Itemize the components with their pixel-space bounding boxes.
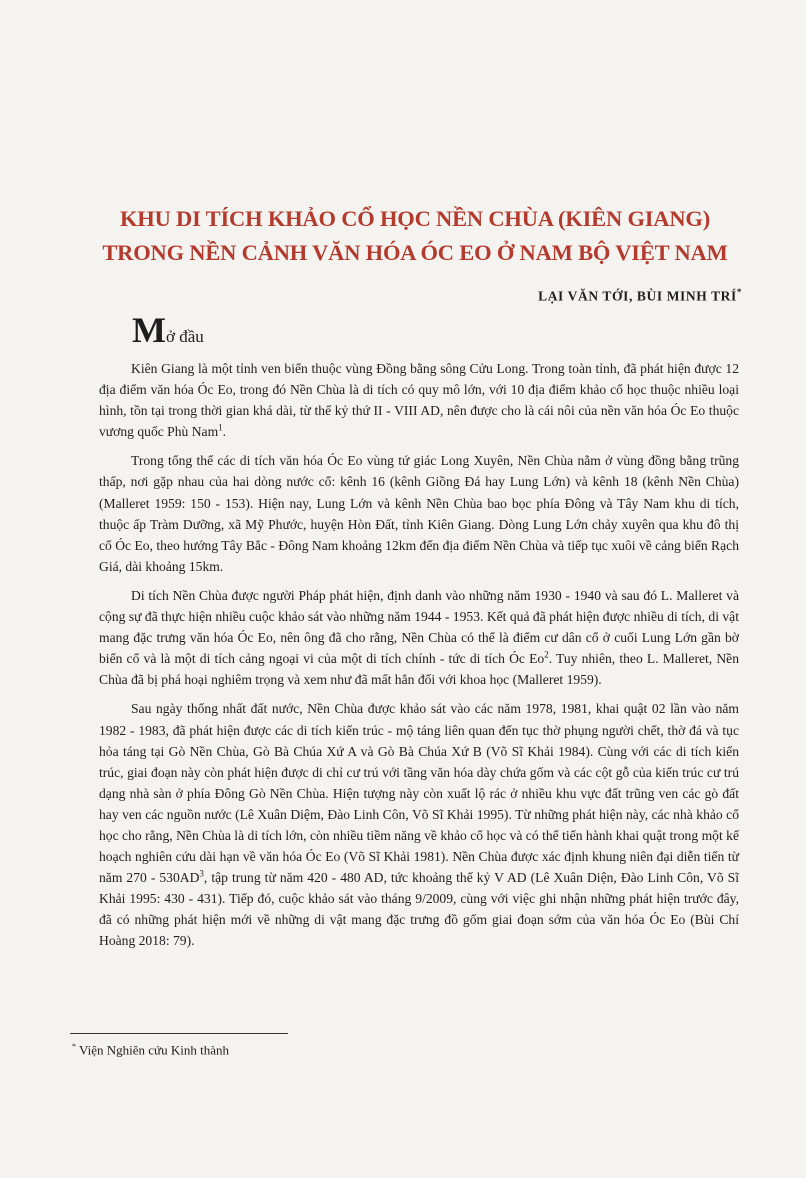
footnote-mark: *	[72, 1042, 76, 1051]
article-body	[99, 358, 739, 960]
paragraph-2: Trong tổng thể các di tích văn hóa Óc Eo vùng tứ giác Long Xuyên, Nền Chùa nằm ở vùng đồng bằng trũng thấp, nơi gặp nhau của hai dòng nước cổ: kênh 16 (kênh Giồng Đá hay Lung Lớn) và kênh 18 (kênh Nền Chùa) (Malleret 1959: 150 - 153). Hiện nay, Lung Lớn và kênh Nền Chùa bao bọc phía Đông và Tây Nam khu di tích, thuộc ấp Tràm Dưỡng, xã Mỹ Phước, huyện Hòn Đất, tỉnh Kiên Giang. Dòng Lung Lớn chảy xuyên qua khu đô thị cổ Óc Eo, theo hướng Tây Bắc - Đông Nam khoảng 12km đến địa điểm Nền Chùa và tiếp tục xuôi về cảng biển Rạch Giá, dài khoảng 15km.	[99, 453, 739, 574]
author-footnote-mark: *	[736, 287, 742, 297]
footnote	[72, 1042, 229, 1058]
paragraph-4: Sau ngày thống nhất đất nước, Nền Chùa được khảo sát vào các năm 1978, 1981, khai quật 02 lần vào năm 1982 - 1983, đã phát hiện được các di tích kiến trúc - mộ táng liên quan đến tục thờ phụng người chết, thờ đá và tục hỏa táng tại Gò Nền Chùa, Gò Bà Chúa Xứ A và Gò Bà Chúa Xứ B (Võ Sĩ Khải 1984). Cùng với các di tích kiến trúc, giai đoạn này còn phát hiện được di chỉ cư trú với tầng văn hóa dày chứa gốm và các cột gỗ của kiến trúc cư trú dạng nhà sàn ở phía Đông Gò Nền Chùa. Hiện tượng này còn xuất lộ rác ở nhiều khu vực đất trũng ven các gò đất hay ven các nguồn nước (Lê Xuân Diệm, Đào Linh Côn, Võ Sĩ Khải 1995). Từ những phát hiện này, các nhà khảo cổ học cho rằng, Nền Chùa là di tích lớn, còn nhiều tiềm năng về khảo cổ học và có thể tiến hành khai quật trong một kế hoạch nghiên cứu dài hạn về văn hóa Óc Eo (Võ Sĩ Khải 1981). Nền Chùa được xác định khung niên đại diễn tiến từ năm $270 - 530AD^3$, tập trung từ năm 420 - 480 AD, tức khoảng thế kỷ V AD (Lê Xuân Diện, Đào Linh Côn, Võ Sĩ Khải 1995: 430 - 431). Tiếp đó, cuộc khảo sát vào tháng 9/2009, cùng với việc ghi nhận những phát hiện trước đây, đã có những phát hiện mới về những di vật mang đặc trưng đồ gốm giai đoạn sớm của văn hóa Óc Eo (Bùi Chí Hoàng 2018: 79).	[99, 701, 739, 949]
section-heading	[132, 312, 204, 348]
section-heading-rest: ở đầu	[165, 327, 204, 346]
footnote-ref-3: 3	[199, 868, 204, 879]
footnote-ref-2: 2	[544, 649, 549, 660]
author-byline	[538, 287, 742, 305]
title-line-2: TRONG NỀN CẢNH VĂN HÓA ÓC EO Ở NAM BỘ VIỆT NAM	[102, 240, 728, 265]
footnote-ref-1: 1	[218, 422, 223, 433]
author-names: LẠI VĂN TỚI, BÙI MINH TRÍ	[538, 288, 737, 304]
footnote-text: Viện Nghiên cứu Kinh thành	[79, 1042, 229, 1058]
article-title	[70, 202, 760, 270]
paragraph-1: Kiên Giang là một tỉnh ven biển thuộc vùng Đồng bằng sông Cửu Long. Trong toàn tỉnh, đã phát hiện được 12 địa điểm văn hóa Óc Eo, trong đó Nền Chùa là di tích có quy mô lớn, với 10 địa điểm khảo cổ học thuộc nhiều loại hình, tồn tại trong thời gian khá dài, từ thế kỷ thứ II - VIII AD, nên được cho là cái nôi của nền văn hóa Óc Eo thuộc vương quốc Phù Nam$^1$.	[99, 361, 739, 440]
paragraph-3: Di tích Nền Chùa được người Pháp phát hiện, định danh vào những năm 1930 - 1940 và sau đó L. Malleret và cộng sự đã thực hiện nhiều cuộc khảo sát vào những năm 1944 - 1953. Kết quả đã phát hiện được nhiều di tích, di vật mang đặc trưng văn hóa Óc Eo, nên ông đã cho rằng, Nền Chùa có thể là điểm cư dân cổ ở cuối Lung Lớn gần bờ biển cổ và là một di tích cảng ngoại vi của một di tích chính - tức di tích Óc Eo$^2$. Tuy nhiên, theo L. Malleret, Nền Chùa đã bị phá hoại nghiêm trọng và xem như đã mất hẳn đối với khoa học (Malleret 1959).	[99, 587, 739, 688]
title-line-1: KHU DI TÍCH KHẢO CỔ HỌC NỀN CHÙA (KIÊN GIANG)	[119, 206, 710, 231]
footnote-separator	[70, 1033, 288, 1034]
section-drop-initial: M	[132, 310, 166, 350]
